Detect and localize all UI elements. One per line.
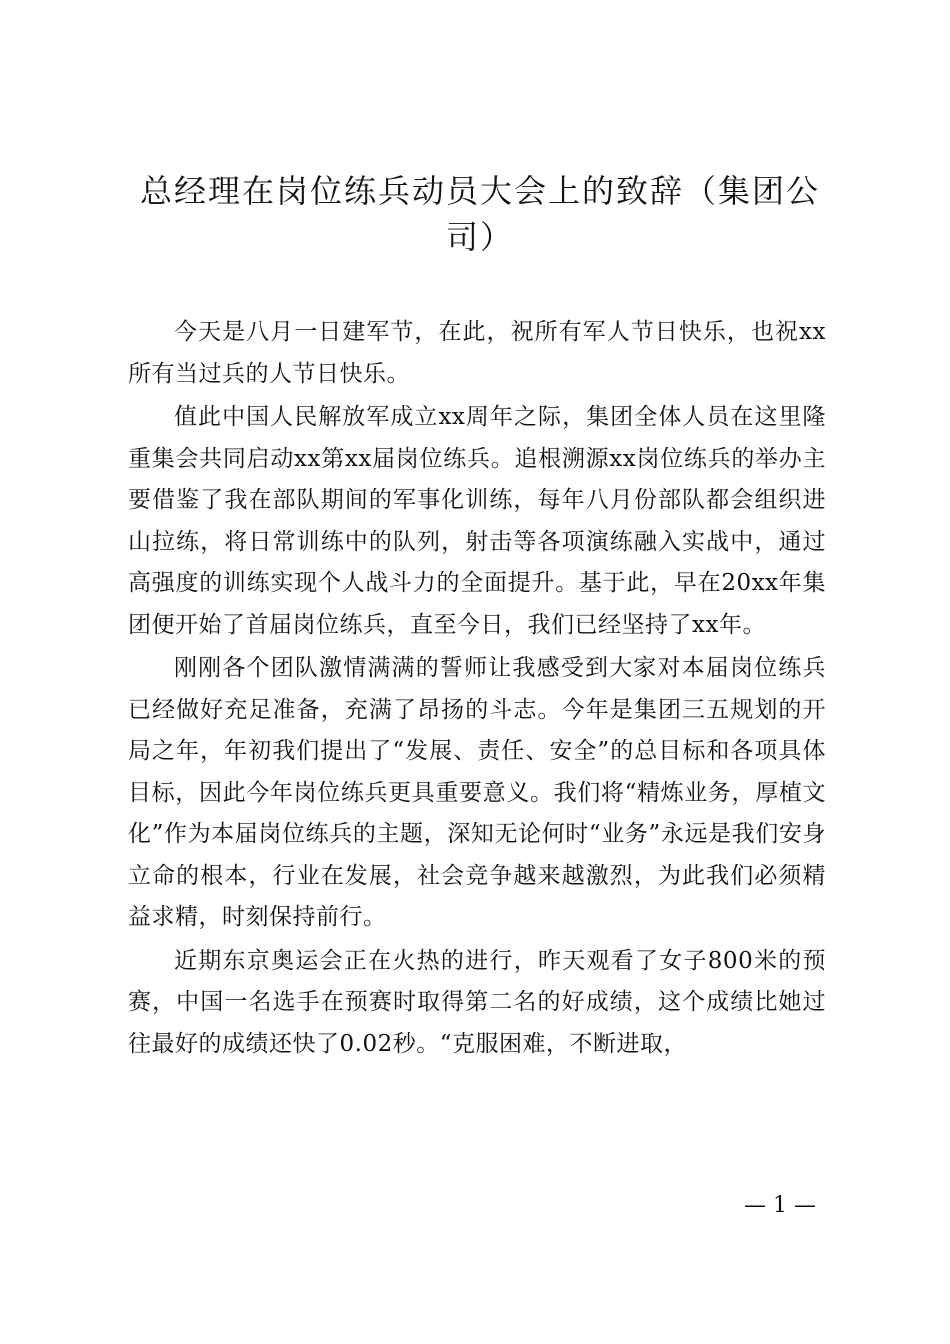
document-title: 总经理在岗位练兵动员大会上的致辞（集团公司） bbox=[139, 172, 820, 256]
paragraph-3: 刚刚各个团队激情满满的誓师让我感受到大家对本届岗位练兵已经做好充足准备，充满了昂扬的斗志。今年是集团三五规划的开局之年，年初我们提出了“发展、责任、安全”的总目标和各项具体目标，因此今年岗位练兵更具重要意义。我们将“精炼业务，厚植文化”作为本届岗位练兵的主题，深知无论何时“业务”永远是我们安身立命的根本，行业在发展，社会竞争越来越激烈，为此我们必须精益求精，时刻保持前行。 bbox=[128, 655, 826, 930]
document-body bbox=[128, 312, 826, 1067]
paragraph-1: 今天是八月一日建军节，在此，祝所有军人节日快乐，也祝xx所有当过兵的人节日快乐。 bbox=[128, 319, 826, 387]
paragraph-4: 近期东京奥运会正在火热的进行，昨天观看了女子800米的预赛，中国一名选手在预赛时取得第二名的好成绩，这个成绩比她过往最好的成绩还快了0.02秒。“克服困难，不断进取， bbox=[128, 947, 826, 1057]
page-number: — 1 — bbox=[744, 1193, 816, 1218]
paragraph-2: 值此中国人民解放军成立xx周年之际，集团全体人员在这里隆重集会共同启动xx第xx届岗位练兵。追根溯源xx岗位练兵的举办主要借鉴了我在部队期间的军事化训练，每年八月份部队都会组织进山拉练，将日常训练中的队列，射击等各项演练融入实战中，通过高强度的训练实现个人战斗力的全面提升。基于此，早在20xx年集团便开始了首届岗位练兵，直至今日，我们已经坚持了xx年。 bbox=[128, 404, 826, 638]
